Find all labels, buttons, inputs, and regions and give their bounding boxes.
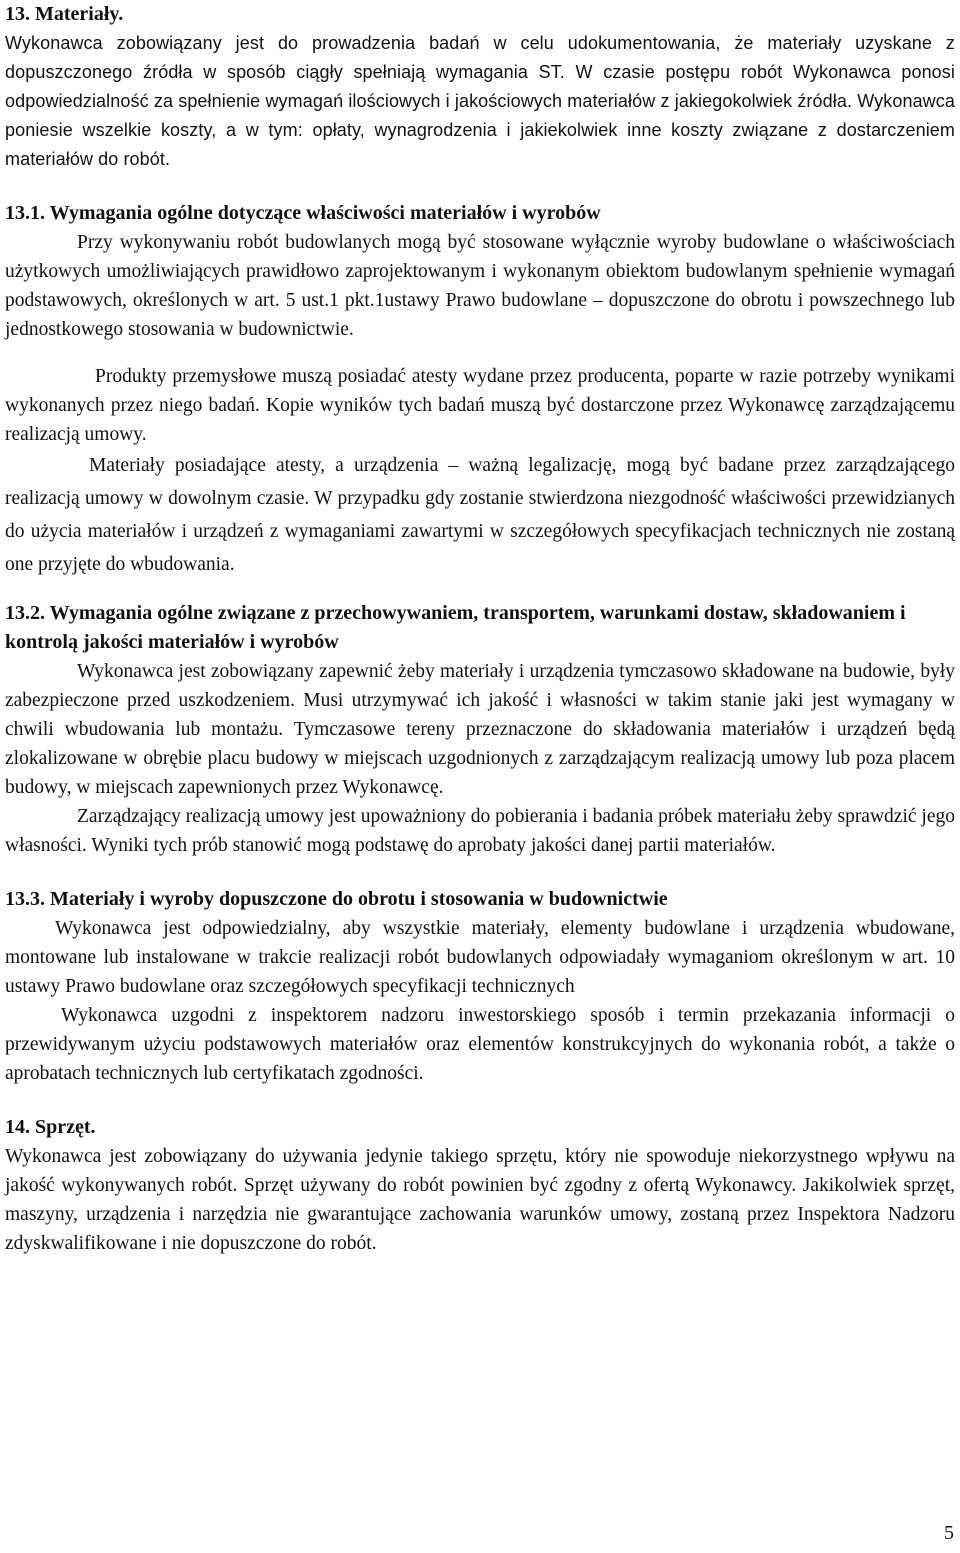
section-13-paragraph	[5, 29, 955, 174]
section-13-1-title: 13.1. Wymagania ogólne dotyczące właściwości materiałów i wyrobów	[5, 202, 601, 224]
section-13-text-b: Wykonawca poniesie wszelkie koszty, a w tym: opłaty, wynagrodzenia i jakiekolwiek inne koszty związane z dostarczeniem materiałów do robót.	[5, 91, 955, 169]
section-13-2-paragraph-1: Wykonawca jest zobowiązany zapewnić żeby materiały i urządzenia tymczasowo składowane na budowie, były zabezpieczone przed uszkodzeniem. Musi utrzymywać ich jakość i własności w takim stanie jaki jest wymagany w chwili wbudowania lub montażu. Tymczasowe tereny przeznaczone do składowania materiałów i urządzeń będą zlokalizowane w obrębie placu budowy w miejscach uzgodnionych z zarządzającym realizacją umowy lub poza placem budowy, w miejscach zapewnionych przez Wykonawcę.	[5, 661, 955, 798]
section-13-2-paragraph-2: Zarządzający realizacją umowy jest upoważniony do pobierania i badania próbek materiału żeby sprawdzić jego własności. Wyniki tych prób stanowić mogą podstawę do aprobaty jakości danej partii materiałów.	[5, 806, 955, 856]
document-page	[5, 0, 955, 1258]
section-13-3-title: 13.3. Materiały i wyroby dopuszczone do obrotu i stosowania w budownictwie	[5, 888, 668, 910]
section-13-text-a: Wykonawca zobowiązany jest do prowadzenia badań w celu udokumentowania, że materiały uzyskane z dopuszczonego źródła w sposób ciągły spełniają wymagania ST. W czasie postępu robót Wykonawca ponosi odpowiedzialność za spełnienie wymagań ilościowych i jakościowych materiałów z jakiegokolwiek źródła.	[5, 33, 955, 111]
section-14-paragraph: Wykonawca jest zobowiązany do używania jedynie takiego sprzętu, który nie spowoduje niekorzystnego wpływu na jakość wykonywanych robót. Sprzęt używany do robót powinien być zgodny z ofertą Wykonawcy. Jakikolwiek sprzęt, maszyny, urządzenia i narzędzia nie gwarantujące zachowania warunków umowy, zostaną przez Inspektora Nadzoru zdyskwalifikowane i nie dopuszczone do robót.	[5, 1146, 955, 1254]
section-13-1-paragraph-3: Materiały posiadające atesty, a urządzenia – ważną legalizację, mogą być badane przez zarządzającego realizacją umowy w dowolnym czasie. W przypadku gdy zostanie stwierdzona niezgodność właściwości przewidzianych do użycia materiałów i urządzeń z wymaganiami zawartymi w szczegółowych specyfikacjach technicznych nie zostaną one przyjęte do wbudowania.	[5, 455, 955, 575]
section-13-title: 13. Materiały.	[5, 3, 124, 25]
page-number: 5	[944, 1522, 954, 1544]
section-13-3-paragraph-2: Wykonawca uzgodni z inspektorem nadzoru inwestorskiego sposób i termin przekazania informacji o przewidywanym użyciu podstawowych materiałów oraz elementów konstrukcyjnych do wykonania robót, a także o aprobatach technicznych lub certyfikatach zgodności.	[5, 1005, 955, 1084]
section-13-3-paragraph-1: Wykonawca jest odpowiedzialny, aby wszystkie materiały, elementy budowlane i urządzenia wbudowane, montowane lub instalowane w trakcie realizacji robót budowlanych odpowiadały wymaganiom określonym w art. 10 ustawy Prawo budowlane oraz szczegółowych specyfikacji technicznych	[5, 918, 955, 997]
section-13-2-title: 13.2. Wymagania ogólne związane z przechowywaniem, transportem, warunkami dostaw, składowaniem i kontrolą jakości materiałów i wyrobów	[5, 602, 906, 653]
section-13-1-paragraph-2: Produkty przemysłowe muszą posiadać atesty wydane przez producenta, poparte w razie potrzeby wynikami wykonanych przez niego badań. Kopie wyników tych badań muszą być dostarczone przez Wykonawcę zarządzającemu realizacją umowy.	[5, 366, 955, 445]
section-14-title: 14. Sprzęt.	[5, 1116, 96, 1138]
section-13-1-paragraph-1: Przy wykonywaniu robót budowlanych mogą być stosowane wyłącznie wyroby budowlane o właściwościach użytkowych umożliwiających prawidłowo zaprojektowanym i wykonanym obiektom budowlanym spełnienie wymagań podstawowych, określonych w art. 5 ust.1 pkt.1ustawy Prawo budowlane – dopuszczone do obrotu i powszechnego lub jednostkowego stosowania w budownictwie.	[5, 232, 955, 340]
